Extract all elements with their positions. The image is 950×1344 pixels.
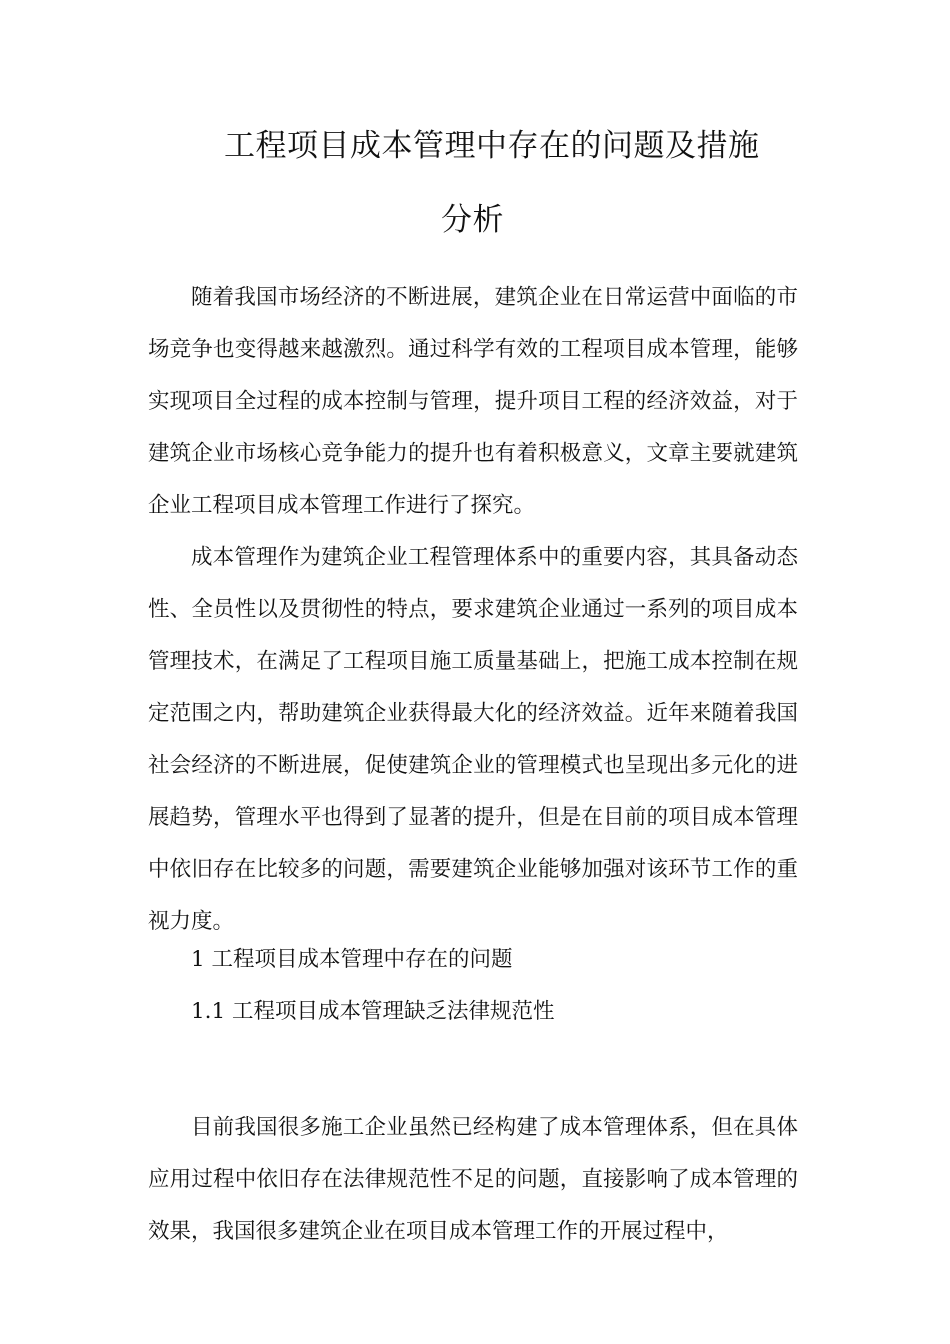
- paragraph-intro: 随着我国市场经济的不断进展，建筑企业在日常运营中面临的市场竞争也变得越来越激烈。通过科学有效的工程项目成本管理，能够实现项目全过程的成本控制与管理，提升项目工程的经济效益，对于建筑企业市场核心竞争能力的提升也有着积极意义，文章主要就建筑企业工程项目成本管理工作进行了探究。: [148, 285, 798, 518]
- section-heading: 1 工程项目成本管理中存在的问题: [191, 947, 513, 972]
- document-title-line-2: 分析: [441, 202, 504, 238]
- document-title-line-1: 工程项目成本管理中存在的问题及措施: [224, 128, 760, 164]
- subsection-heading: 1.1 工程项目成本管理缺乏法律规范性: [191, 999, 555, 1024]
- paragraph-legal-norms: 目前我国很多施工企业虽然已经构建了成本管理体系，但在具体应用过程中依旧存在法律规范性不足的问题，直接影响了成本管理的效果，我国很多建筑企业在项目成本管理工作的开展过程中，: [148, 1115, 798, 1244]
- paragraph-cost-management: 成本管理作为建筑企业工程管理体系中的重要内容，其具备动态性、全员性以及贯彻性的特点，要求建筑企业通过一系列的项目成本管理技术，在满足了工程项目施工质量基础上，把施工成本控制在规定范围之内，帮助建筑企业获得最大化的经济效益。近年来随着我国社会经济的不断进展，促使建筑企业的管理模式也呈现出多元化的进展趋势，管理水平也得到了显著的提升，但是在目前的项目成本管理中依旧存在比较多的问题，需要建筑企业能够加强对该环节工作的重视力度。: [148, 545, 798, 934]
